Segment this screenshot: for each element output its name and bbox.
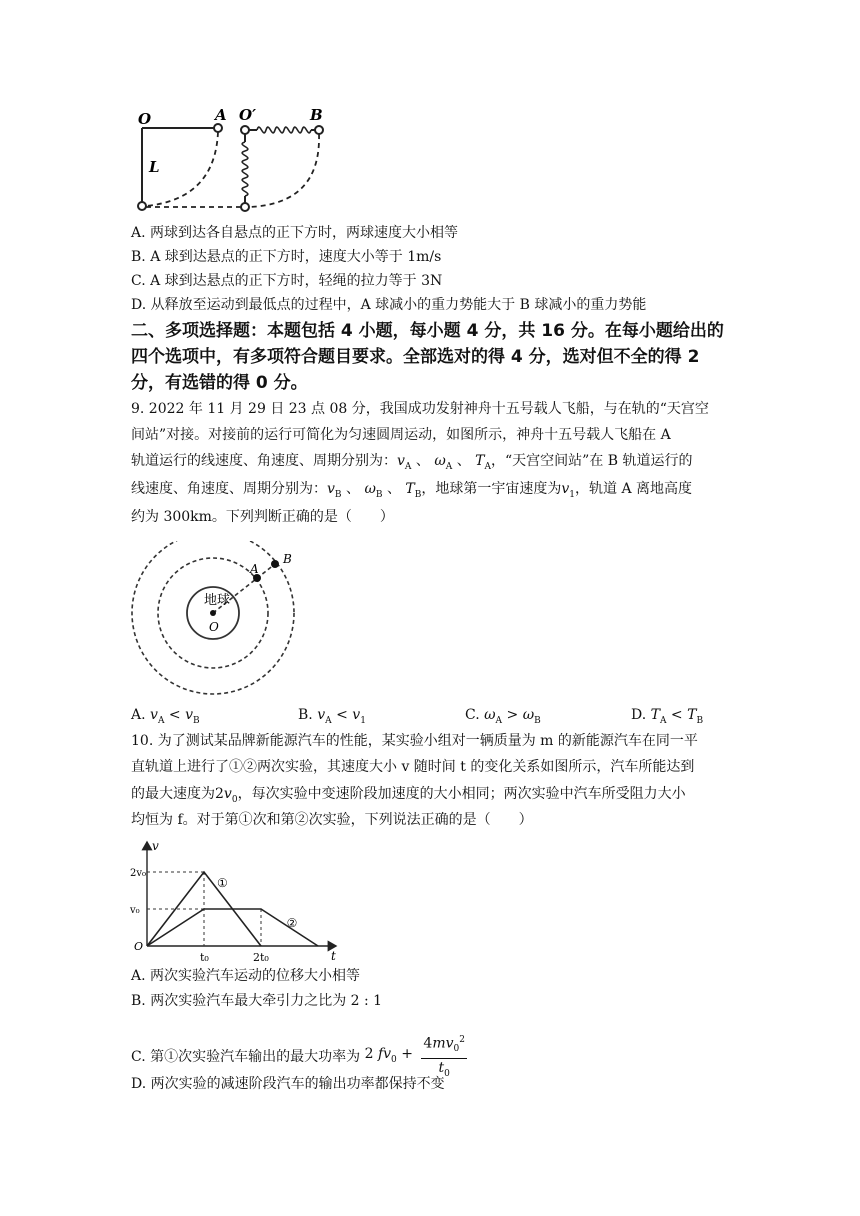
q10-option-c: C. 第①次实验汽车输出的最大功率为 2 $fv_0$ + $\frac{4mv_0^2}{t_0}$ xyxy=(131,1031,467,1083)
q9-option-c: C. $\omega_A > \omega_B$ xyxy=(465,707,541,726)
label-L: L xyxy=(149,158,160,176)
q8-option-a: A. 两球到达各自悬点的正下方时，两球速度大小相等 xyxy=(131,225,459,241)
label-B: B xyxy=(310,106,323,124)
q9-line-5: 约为 300km。下列判断正确的是（ ） xyxy=(131,509,394,525)
q9-line-3: 轨道运行的线速度、角速度、周期分别为：$v_A$ 、 $\omega_A$ 、 $T_A$，“天宫空间站”在 B 轨道运行的 xyxy=(131,453,693,472)
x-tick-label-3: 2t₀ xyxy=(253,951,269,964)
label-orbit-B: B xyxy=(283,552,292,566)
orbit-figure xyxy=(128,541,298,697)
q10-line-4: 均恒为 f。对于第①次和第②次实验，下列说法正确的是（ ） xyxy=(131,812,533,828)
y-tick-label-2: v₀ xyxy=(130,905,140,916)
q9-line-2: 间站”对接。对接前的运行可简化为匀速圆周运动，如图所示，神舟十五号载人飞船在 A xyxy=(131,427,671,443)
q10-line-1: 10. 为了测试某品牌新能源汽车的性能，某实验小组对一辆质量为 m 的新能源汽车在同一平 xyxy=(131,733,698,749)
q8-option-d: D. 从释放至运动到最低点的过程中，A 球减小的重力势能大于 B 球减小的重力势能 xyxy=(131,297,647,313)
velocity-time-chart xyxy=(128,836,343,964)
x-axis-label: t xyxy=(331,949,336,963)
q10-option-d: D. 两次实验的减速阶段汽车的输出功率都保持不变 xyxy=(131,1076,445,1092)
q8-option-b: B. A 球到达悬点的正下方时，速度大小等于 1m/s xyxy=(131,249,442,265)
q8-option-c: C. A 球到达悬点的正下方时，轻绳的拉力等于 3N xyxy=(131,273,443,289)
label-O-prime: O′ xyxy=(239,106,257,124)
series-label-1: ① xyxy=(217,876,228,890)
q10-line-3: 的最大速度为$2v_0$，每次实验中变速阶段加速度的大小相同；两次实验中汽车所受阻力大小 xyxy=(131,786,686,805)
section-2-heading: 二、多项选择题：本题包括 4 小题，每小题 4 分，共 16 分。在每小题给出的四个选项中，有多项符合题目要求。全部选对的得 4 分，选对但不全的得 2 分，有选错的得 0 分。 xyxy=(131,321,724,393)
label-O: O xyxy=(138,110,152,128)
label-center-O: O xyxy=(209,620,219,634)
label-A: A xyxy=(215,106,227,124)
q9-line-1: 9. 2022 年 11 月 29 日 23 点 08 分，我国成功发射神舟十五号载人飞船，与在轨的“天宫空 xyxy=(131,401,709,417)
q10-option-a: A. 两次实验汽车运动的位移大小相等 xyxy=(131,968,361,984)
q9-option-d: D. $T_A < T_B$ xyxy=(631,707,704,726)
label-orbit-A: A xyxy=(250,562,259,576)
q10-line-2: 直轨道上进行了①②两次实验，其速度大小 v 随时间 t 的变化关系如图所示，汽车所能达到 xyxy=(131,759,695,775)
y-tick-label-1: 2v₀ xyxy=(130,868,147,879)
x-tick-label-1: O xyxy=(134,940,144,953)
q9-option-b: B. $v_A < v_1$ xyxy=(298,707,366,726)
pendulum-spring-figure xyxy=(125,104,335,219)
y-axis-label: v xyxy=(152,839,159,853)
q10-option-b: B. 两次实验汽车最大牵引力之比为 2 : 1 xyxy=(131,993,383,1009)
x-tick-label-2: t₀ xyxy=(200,951,209,964)
q9-line-4: 线速度、角速度、周期分别为：$v_B$ 、 $\omega_B$ 、 $T_B$，地球第一宇宙速度为$v_1$，轨道 A 离地高度 xyxy=(131,481,693,500)
label-earth: 地球 xyxy=(204,593,231,608)
q9-option-a: A. $v_A < v_B$ xyxy=(131,707,200,726)
series-label-2: ② xyxy=(286,916,298,930)
